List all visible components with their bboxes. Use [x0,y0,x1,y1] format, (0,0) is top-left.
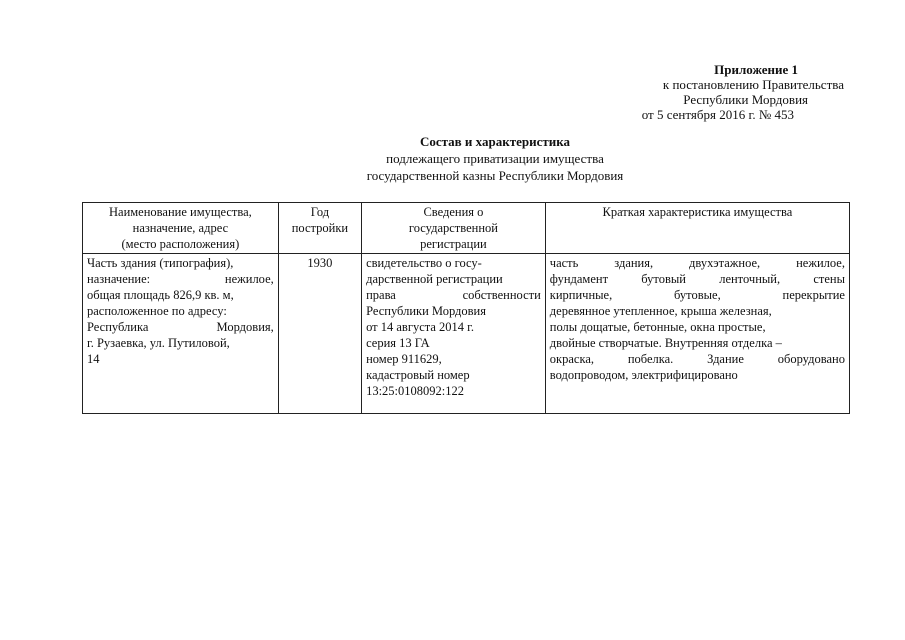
cell-line: 13:25:0108092:122 [366,384,464,398]
cell-line: водопроводом, электрифицировано [549,368,738,382]
cell-line: Часть здания (типография), [87,256,234,270]
header-line: Краткая характеристика имущества [602,205,793,219]
cell-line [87,319,274,335]
table-row [83,254,850,414]
cell-word: стены [813,272,845,286]
header-year [278,203,361,254]
header-line: Год [310,205,330,219]
cell-line: 14 [87,352,100,366]
cell-word: права [366,288,396,302]
cell-year: 1930 [278,254,361,414]
annex-block [560,62,850,122]
cell-registration [362,254,546,414]
property-table [82,202,850,414]
cell-line: Республики Мордовия [366,304,486,318]
cell-line: номер 911629, [366,352,442,366]
cell-word: перекрытие [782,288,845,302]
annex-republic-line: Республики Мордовия [683,92,808,107]
annex-date-number-line: от 5 сентября 2016 г. № 453 [641,107,794,122]
cell-line: г. Рузаевка, ул. Путиловой, [87,336,230,350]
cell-line [550,271,845,287]
cell-word: двухэтажное, [689,256,761,270]
header-line: постройки [291,221,349,235]
header-description [545,203,849,254]
cell-line [87,271,274,287]
cell-line: кадастровый номер [366,368,470,382]
cell-line: деревянное утепленное, крыша железная, [549,304,772,318]
header-line: Наименование имущества, [109,205,252,219]
cell-word: окраска, [549,352,595,366]
cell-line: расположенное по адресу: [87,304,227,318]
cell-word: Мордовия, [216,320,274,334]
cell-name [83,254,279,414]
cell-line [550,287,845,303]
cell-line: двойные створчатые. Внутренняя отделка – [549,336,782,350]
header-name [83,203,279,254]
cell-line: свидетельство о госу- [366,256,482,270]
cell-word: нежилое, [796,256,845,270]
cell-word: назначение: [87,272,151,286]
cell-line: серия 13 ГА [366,336,430,350]
header-line: назначение, адрес [132,221,229,235]
cell-line: от 14 августа 2014 г. [366,320,475,334]
cell-word: побелка. [627,352,674,366]
header-registration [362,203,546,254]
cell-word: часть [549,256,579,270]
cell-word: ленточный, [719,272,781,286]
cell-word: Здание [707,352,744,366]
cell-description [545,254,849,414]
cell-line: полы дощатые, бетонные, окна простые, [549,320,766,334]
cell-word: Республика [87,320,149,334]
cell-line [550,255,845,271]
cell-word: бутовые, [674,288,721,302]
document-subtitle-2: государственной казны Республики Мордовия [366,168,624,183]
cell-word: здания, [614,256,654,270]
document-title: Состав и характеристика [419,134,571,149]
header-line: государственной [408,221,498,235]
header-line: Сведения о [423,205,484,219]
cell-word: фундамент [549,272,609,286]
cell-line: общая площадь 826,9 кв. м, [87,288,234,302]
cell-line: дарственной регистрации [366,272,503,286]
cell-line [366,287,541,303]
header-line: регистрации [420,237,487,251]
cell-line [550,351,845,367]
cell-word: оборудовано [777,352,845,366]
table-header-row [83,203,850,254]
cell-word: кирпичные, [549,288,613,302]
annex-decree-line: к постановлению Правительства [662,77,844,92]
cell-word: бутовый [641,272,686,286]
header-line: (место расположения) [121,237,240,251]
cell-word: нежилое, [224,272,274,286]
annex-title: Приложение 1 [714,62,798,77]
document-subtitle-1: подлежащего приватизации имущества [386,151,604,166]
cell-word: собственности [462,288,541,302]
document-heading [260,133,730,184]
